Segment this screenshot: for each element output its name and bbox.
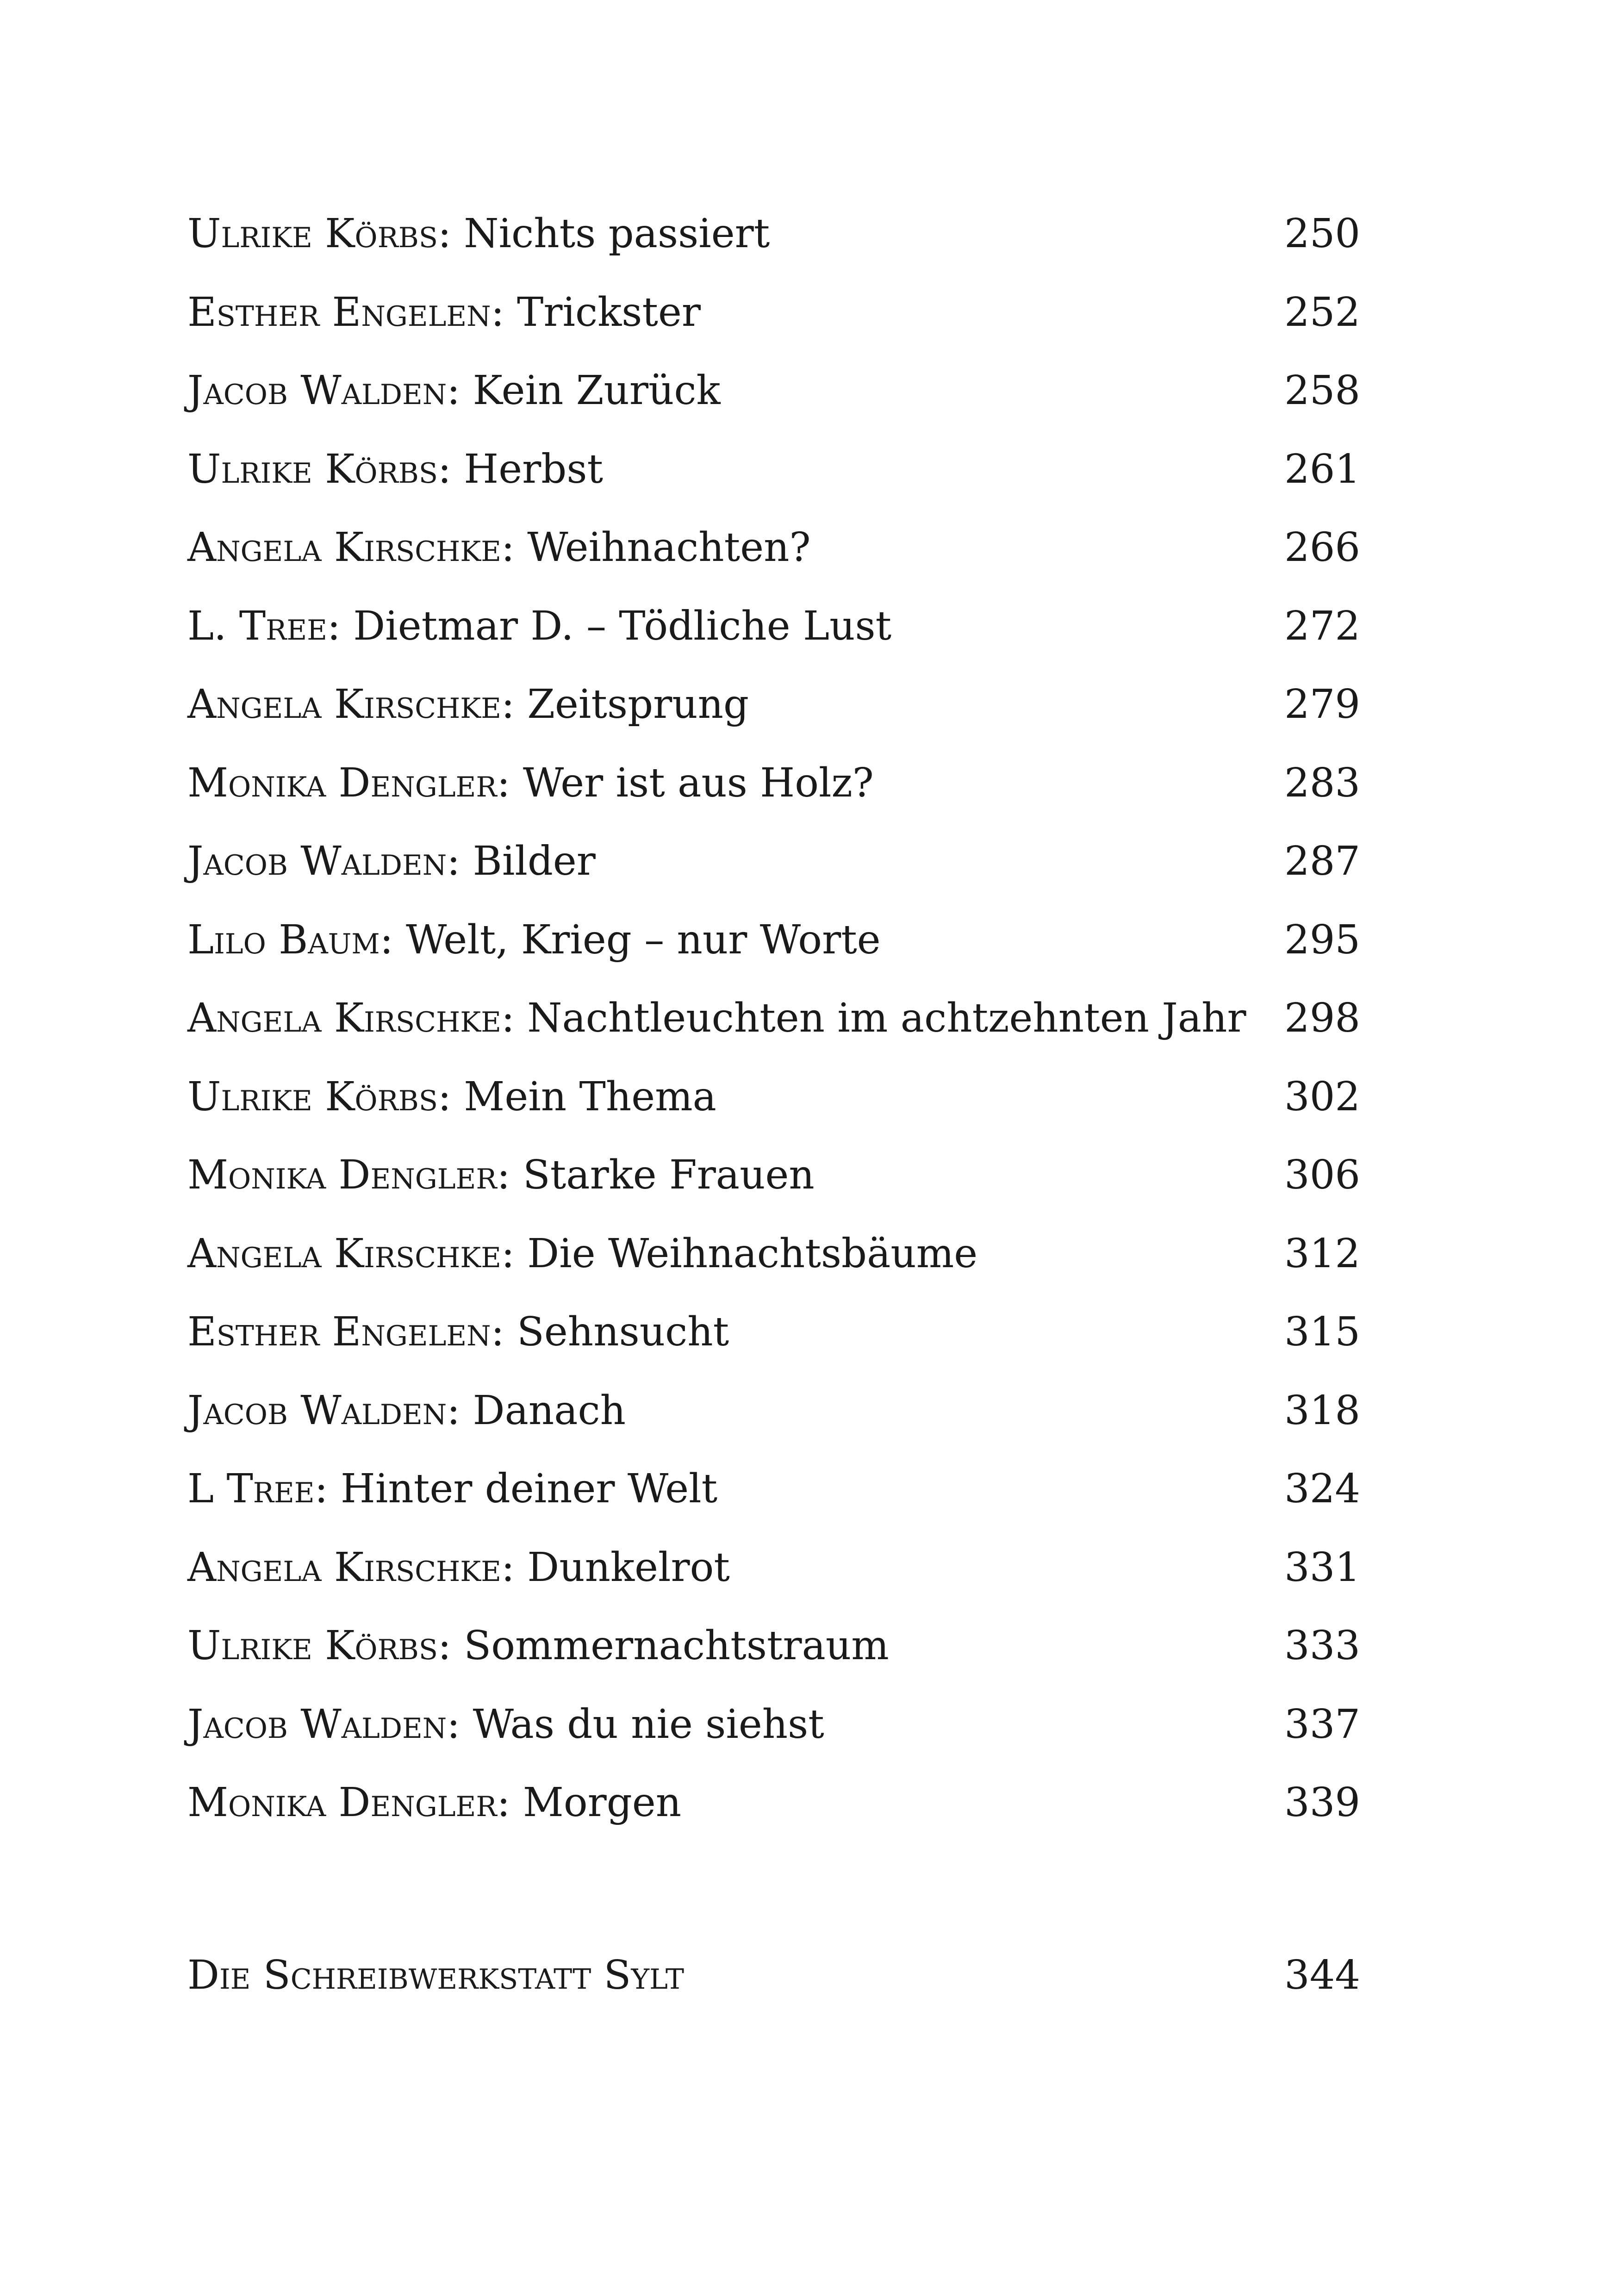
toc-separator: : [447, 1701, 473, 1748]
toc-entry [187, 838, 1361, 920]
toc-title: Nichts passiert [464, 211, 770, 257]
toc-author: Jacob Walden [187, 367, 447, 414]
toc-title: Herbst [464, 446, 604, 492]
toc-entry [187, 446, 1361, 528]
toc-page-number: 344 [1284, 1952, 1361, 1998]
toc-author: Ulrike Körbs [187, 1623, 438, 1669]
toc-author: Esther Engelen [187, 1309, 491, 1355]
toc-title: Dunkelrot [527, 1544, 730, 1591]
toc-page-number: 339 [1284, 1780, 1361, 1826]
toc-separator: : [314, 1466, 341, 1512]
toc-entry-text [187, 1623, 889, 1669]
toc-separator: : [497, 1780, 523, 1826]
toc-title: Wer ist aus Holz? [523, 759, 874, 806]
toc-entry-text [187, 995, 1246, 1041]
toc-entry [187, 603, 1361, 685]
toc-page-number: 315 [1284, 1309, 1361, 1355]
toc-page-number: 279 [1284, 681, 1361, 728]
toc-entry [187, 1466, 1361, 1548]
toc-page-number: 312 [1284, 1230, 1361, 1277]
toc-entry [187, 289, 1361, 371]
table-of-contents [187, 211, 1361, 1861]
toc-author: Ulrike Körbs [187, 446, 438, 492]
toc-entry-text [187, 1309, 729, 1355]
toc-separator: : [501, 1230, 528, 1277]
toc-author: Angela Kirschke [187, 1230, 501, 1277]
toc-entry [187, 995, 1361, 1077]
toc-title: Die Weihnachtsbäume [527, 1230, 978, 1277]
toc-author: Angela Kirschke [187, 524, 501, 571]
toc-title: Bilder [473, 838, 596, 884]
toc-separator: : [437, 446, 464, 492]
toc-entry [187, 1387, 1361, 1469]
toc-author: Jacob Walden [187, 838, 447, 884]
toc-page-number: 272 [1284, 603, 1361, 649]
toc-separator: : [501, 524, 528, 571]
toc-title: Kein Zurück [473, 367, 721, 414]
toc-author: Jacob Walden [187, 1701, 447, 1748]
toc-page-number: 324 [1284, 1466, 1361, 1512]
toc-title: Dietmar D. – Tödliche Lust [353, 603, 892, 649]
toc-title: Sommernachtstraum [464, 1623, 889, 1669]
toc-separator: : [437, 211, 464, 257]
toc-separator: : [501, 995, 528, 1041]
toc-entry-text [187, 446, 604, 492]
toc-page-number: 298 [1284, 995, 1361, 1041]
toc-separator: : [437, 1073, 464, 1120]
toc-page-number: 250 [1284, 211, 1361, 257]
toc-author: L Tree [187, 1466, 315, 1512]
toc-title: Trickster [517, 289, 701, 336]
toc-entry-text [187, 759, 874, 806]
toc-title: Nachtleuchten im achtzehnten Jahr [527, 995, 1246, 1041]
toc-entry [187, 681, 1361, 763]
toc-entry-text [187, 211, 770, 257]
toc-entry [187, 367, 1361, 449]
toc-separator: : [491, 289, 517, 336]
toc-author: Angela Kirschke [187, 995, 501, 1041]
toc-entry [187, 1780, 1361, 1861]
toc-title: Sehnsucht [517, 1309, 729, 1355]
toc-entry-text [187, 289, 701, 336]
toc-entry [187, 916, 1361, 999]
toc-title: Morgen [523, 1780, 682, 1826]
toc-entry [187, 1544, 1361, 1626]
toc-entry-text [187, 1387, 626, 1434]
toc-entry [187, 1230, 1361, 1313]
toc-title: Mein Thema [464, 1073, 716, 1120]
toc-title: Danach [473, 1387, 626, 1434]
toc-entry-text [187, 916, 881, 963]
toc-entry-text [187, 367, 721, 414]
toc-page-number: 306 [1284, 1152, 1361, 1198]
toc-author: Angela Kirschke [187, 681, 501, 728]
toc-page-number: 337 [1284, 1701, 1361, 1748]
toc-title: Weihnachten? [527, 524, 811, 571]
toc-page-number: 258 [1284, 367, 1361, 414]
toc-entry-text [187, 524, 811, 571]
toc-entry [187, 1309, 1361, 1391]
toc-appendix [187, 1952, 1361, 2034]
toc-entry [187, 524, 1361, 606]
toc-separator: : [447, 367, 473, 414]
toc-separator: : [491, 1309, 517, 1355]
toc-author: Monika Dengler [187, 1780, 497, 1826]
toc-author: Lilo Baum [187, 916, 380, 963]
toc-page-number: 283 [1284, 759, 1361, 806]
toc-separator: : [327, 603, 354, 649]
toc-page-number: 295 [1284, 916, 1361, 963]
toc-entry-text [187, 838, 596, 884]
toc-title: Welt, Krieg – nur Worte [406, 916, 881, 963]
toc-separator: : [447, 1387, 473, 1434]
toc-entry [187, 211, 1361, 292]
toc-entry [187, 1623, 1361, 1705]
toc-entry-text [187, 1544, 730, 1591]
toc-page-number: 266 [1284, 524, 1361, 571]
toc-entry-text [187, 1230, 978, 1277]
toc-author: Ulrike Körbs [187, 1073, 438, 1120]
toc-entry-text [187, 681, 749, 728]
toc-entry-text [187, 603, 892, 649]
toc-page-number: 252 [1284, 289, 1361, 336]
toc-author: Jacob Walden [187, 1387, 447, 1434]
toc-page-number: 302 [1284, 1073, 1361, 1120]
toc-author: Ulrike Körbs [187, 211, 438, 257]
toc-author: Angela Kirschke [187, 1544, 501, 1591]
toc-page-number: 261 [1284, 446, 1361, 492]
toc-separator: : [501, 681, 528, 728]
toc-title: Zeitsprung [527, 681, 749, 728]
toc-entry-text [187, 1152, 815, 1198]
toc-separator: : [437, 1623, 464, 1669]
toc-entry-text [187, 1701, 824, 1748]
toc-separator: : [501, 1544, 528, 1591]
toc-title: Hinter deiner Welt [340, 1466, 718, 1512]
toc-author: L. Tree [187, 603, 327, 649]
toc-entry-text [187, 1780, 682, 1826]
toc-page-number: 287 [1284, 838, 1361, 884]
toc-page-number: 331 [1284, 1544, 1361, 1591]
toc-author: Monika Dengler [187, 1152, 497, 1198]
toc-author: Monika Dengler [187, 759, 497, 806]
toc-entry-text [187, 1073, 716, 1120]
toc-appendix-title: Die Schreibwerkstatt Sylt [187, 1952, 685, 1998]
toc-separator: : [497, 1152, 523, 1198]
toc-page-number: 318 [1284, 1387, 1361, 1434]
toc-separator: : [447, 838, 473, 884]
toc-title: Was du nie siehst [473, 1701, 824, 1748]
toc-entry-text [187, 1466, 718, 1512]
toc-entry [187, 1073, 1361, 1156]
toc-entry [187, 759, 1361, 842]
toc-separator: : [497, 759, 523, 806]
toc-page-number: 333 [1284, 1623, 1361, 1669]
toc-entry [187, 1701, 1361, 1783]
toc-author: Esther Engelen [187, 289, 491, 336]
toc-title: Starke Frauen [523, 1152, 815, 1198]
toc-entry [187, 1952, 1361, 2034]
toc-entry [187, 1152, 1361, 1234]
toc-separator: : [380, 916, 406, 963]
